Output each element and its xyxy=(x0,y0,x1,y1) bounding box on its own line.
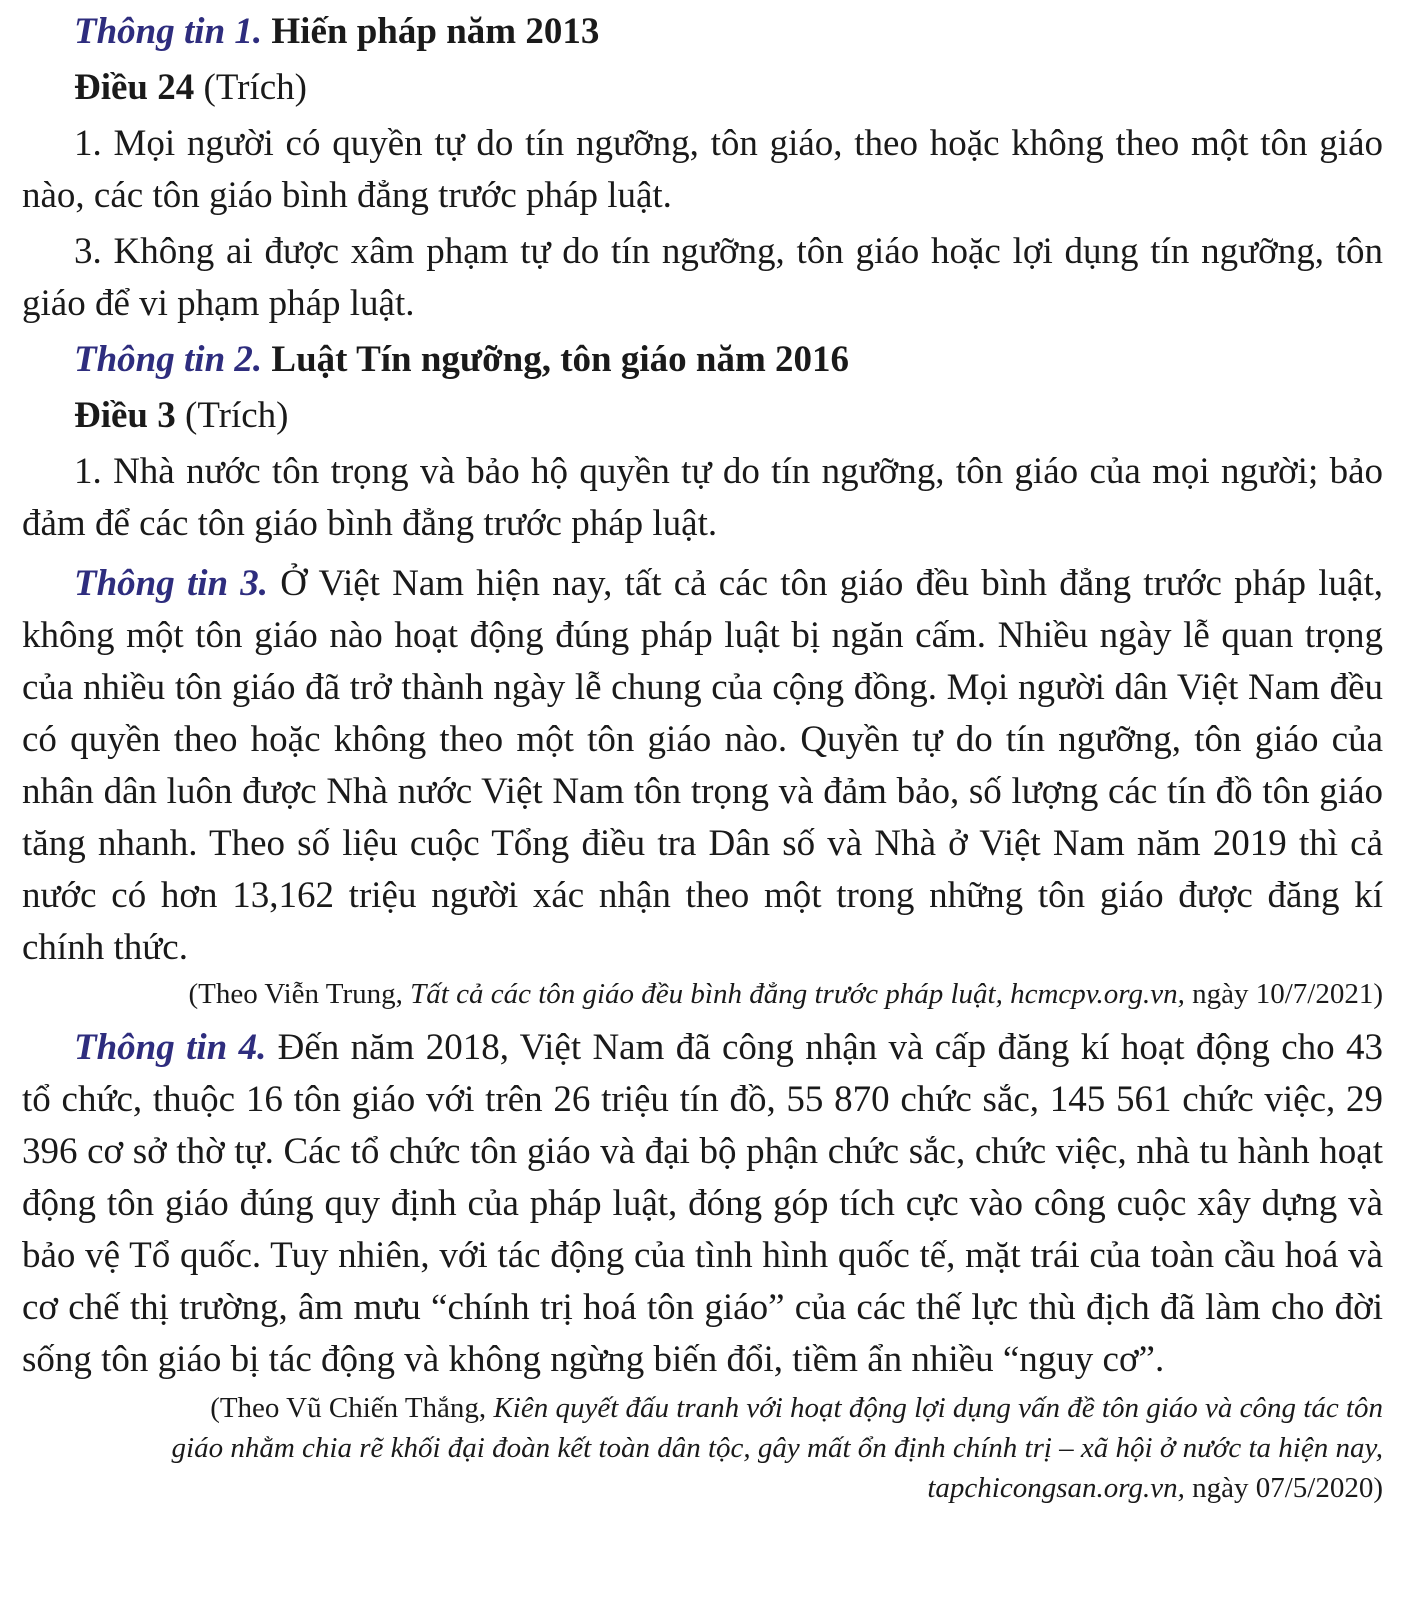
info2-label: Thông tin 2. xyxy=(74,339,263,380)
info2-article-note: (Trích) xyxy=(175,395,289,436)
info2-article xyxy=(22,390,1383,442)
info1-item-3: 3. Không ai được xâm phạm tự do tín ngưỡng, tôn giáo hoặc lợi dụng tín ngưỡng, tôn giáo để vi phạm pháp luật. xyxy=(22,231,1383,324)
info1-item-1: 1. Mọi người có quyền tự do tín ngưỡng, tôn giáo, theo hoặc không theo một tôn giáo nào, các tôn giáo bình đẳng trước pháp luật. xyxy=(22,123,1383,216)
info4-text: Đến năm 2018, Việt Nam đã công nhận và cấp đăng kí hoạt động cho 43 tổ chức, thuộc 16 tôn giáo với trên 26 triệu tín đồ, 55 870 chức sắc, 145 561 chức việc, 29 396 cơ sở thờ tự. Các tổ chức tôn giáo và đại bộ phận chức sắc, chức việc, nhà tu hành hoạt động tôn giáo đúng quy định của pháp luật, đóng góp tích cực vào công cuộc xây dựng và bảo vệ Tổ quốc. Tuy nhiên, với tác động của tình hình quốc tế, mặt trái của toàn cầu hoá và cơ chế thị trường, âm mưu “chính trị hoá tôn giáo” của các thế lực thù địch đã làm cho đời sống tôn giáo bị tác động và không ngừng biến đổi, tiềm ẩn nhiều “nguy cơ”. xyxy=(22,1027,1383,1380)
info1-heading xyxy=(22,6,1383,58)
info4-source-prefix: (Theo Vũ Chiến Thắng, xyxy=(210,1392,494,1424)
info3-source-prefix: (Theo Viễn Trung, xyxy=(188,978,411,1010)
info4-source-line2 xyxy=(22,1428,1383,1468)
info3-source xyxy=(22,974,1383,1014)
info4-paragraph xyxy=(22,1022,1383,1386)
info2-title: Luật Tín ngưỡng, tôn giáo năm 2016 xyxy=(262,339,850,380)
info4-source-title-1: Kiên quyết đấu tranh với hoạt động lợi dụng vấn đề tôn giáo và công tác tôn xyxy=(493,1392,1383,1424)
info1-title: Hiến pháp năm 2013 xyxy=(262,11,600,52)
info2-article-number: Điều 3 xyxy=(74,395,176,436)
info3-source-suffix: ngày 10/7/2021) xyxy=(1184,978,1383,1010)
info4-source-title-2: giáo nhằm chia rẽ khối đại đoàn kết toàn dân tộc, gây mất ổn định chính trị – xã hội ở nước ta hiện nay, xyxy=(171,1432,1383,1464)
info4-source-line1 xyxy=(22,1388,1383,1428)
info2-heading xyxy=(22,334,1383,386)
info3-source-title: Tất cả các tôn giáo đều bình đẳng trước pháp luật, hcmcpv.org.vn, xyxy=(410,978,1185,1010)
info4-source-title-3: tapchicongsan.org.vn, xyxy=(927,1472,1185,1504)
info3-text: Ở Việt Nam hiện nay, tất cả các tôn giáo đều bình đẳng trước pháp luật, không một tôn giáo nào hoạt động đúng pháp luật bị ngăn cấm. Nhiều ngày lễ quan trọng của nhiều tôn giáo đã trở thành ngày lễ chung của cộng đồng. Mọi người dân Việt Nam đều có quyền theo hoặc không theo một tôn giáo nào. Quyền tự do tín ngưỡng, tôn giáo của nhân dân luôn được Nhà nước Việt Nam tôn trọng và đảm bảo, số lượng các tín đồ tôn giáo tăng nhanh. Theo số liệu cuộc Tổng điều tra Dân số và Nhà ở Việt Nam năm 2019 thì cả nước có hơn 13,162 triệu người xác nhận theo một trong những tôn giáo được đăng kí chính thức. xyxy=(22,563,1383,968)
info2-item-1: 1. Nhà nước tôn trọng và bảo hộ quyền tự do tín ngưỡng, tôn giáo của mọi người; bảo đảm để các tôn giáo bình đẳng trước pháp luật. xyxy=(22,451,1383,544)
info4-source-line3 xyxy=(22,1468,1383,1508)
info3-paragraph xyxy=(22,558,1383,974)
info4-label: Thông tin 4. xyxy=(74,1027,267,1068)
info1-article xyxy=(22,62,1383,114)
info1-label: Thông tin 1. xyxy=(74,11,263,52)
info4-source-suffix: ngày 07/5/2020) xyxy=(1184,1472,1383,1504)
info1-article-number: Điều 24 xyxy=(74,67,195,108)
info1-article-note: (Trích) xyxy=(194,67,307,108)
info3-label: Thông tin 3. xyxy=(74,563,269,604)
